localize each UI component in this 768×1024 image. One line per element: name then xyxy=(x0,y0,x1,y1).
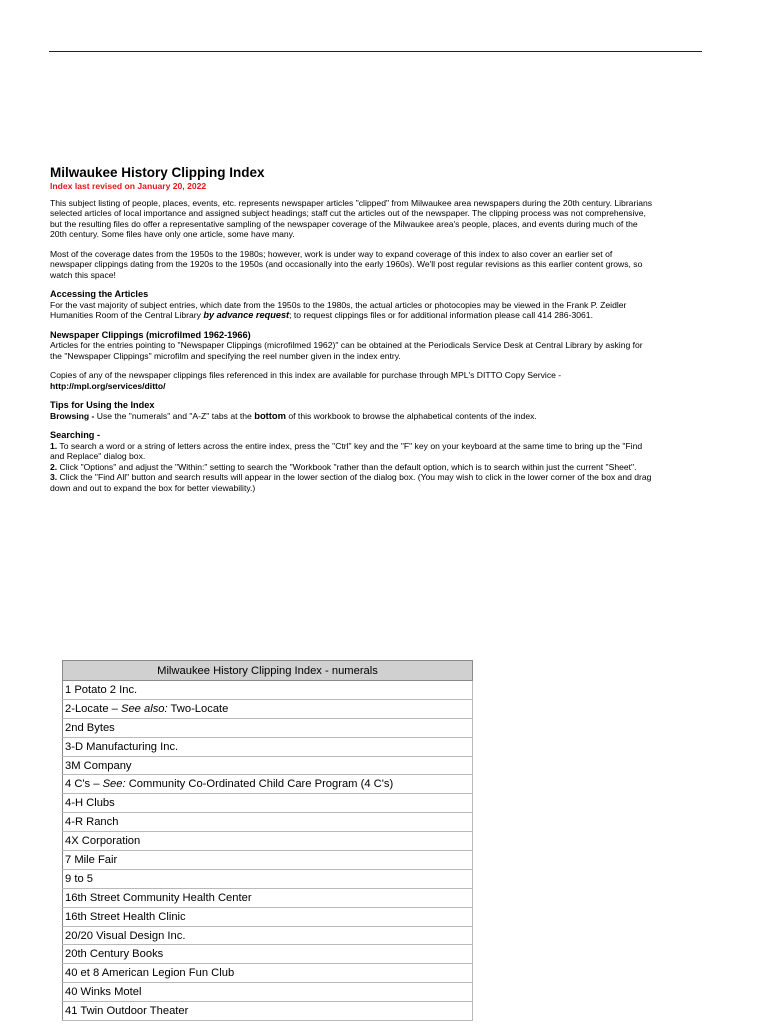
entry-text: 20/20 Visual Design Inc. xyxy=(65,929,186,942)
entry-crossref-label: See also: xyxy=(120,702,168,715)
index-entry-cell[interactable] xyxy=(63,737,473,756)
table-row xyxy=(63,945,473,964)
table-row xyxy=(63,926,473,945)
index-entry-cell[interactable] xyxy=(63,699,473,718)
top-divider xyxy=(49,51,702,52)
searching-steps xyxy=(50,441,655,494)
step-3-number: 3. xyxy=(50,472,58,482)
copies-paragraph xyxy=(50,370,655,391)
index-entry-cell[interactable] xyxy=(63,926,473,945)
page-title: Milwaukee History Clipping Index xyxy=(50,165,265,180)
entry-text: 16th Street Community Health Center xyxy=(65,891,252,904)
browsing-label: Browsing - xyxy=(50,410,95,421)
step-1-text: To search a word or a string of letters across the entire index, press the "Ctrl" key and the "F" key on your keyboard at the same time to bring up the "Find and Replace" dialog box. xyxy=(50,440,643,461)
table-row xyxy=(63,832,473,851)
table-row xyxy=(63,718,473,737)
index-entry-cell[interactable] xyxy=(63,869,473,888)
entry-text: 3-D Manufacturing Inc. xyxy=(65,740,179,753)
browsing-paragraph xyxy=(50,411,655,422)
index-entry-cell[interactable] xyxy=(63,813,473,832)
table-row xyxy=(63,813,473,832)
table-row xyxy=(63,1002,473,1021)
accessing-heading: Accessing the Articles xyxy=(50,289,149,299)
index-entry-cell[interactable] xyxy=(63,1002,473,1021)
entry-crossref-target: Community Co-Ordinated Child Care Program (4 C's) xyxy=(125,778,394,791)
entry-text: 4X Corporation xyxy=(65,835,141,848)
browsing-bottom-word: bottom xyxy=(254,409,286,421)
table-row xyxy=(63,851,473,870)
browsing-text-b: of this workbook to browse the alphabetical contents of the index. xyxy=(285,410,537,421)
entry-text: 20th Century Books xyxy=(65,948,164,961)
browsing-text-a: Use the "numerals" and "A-Z" tabs at the xyxy=(94,410,255,421)
intro-paragraph-1: This subject listing of people, places, events, etc. represents newspaper articles "clipped" from Milwaukee area newspapers during the 20th century. Librarians selected articles of local importance and assigned subject headings; staff cut the articles out of the newspaper. The clipping process was not comprehensive, but the resulting files do offer a representative sampling of the newspaper coverage of the Milwaukee area's people, places, and events during much of the 20th century. Some files have only one article, some have many. xyxy=(50,197,653,239)
entry-text: 40 Winks Motel xyxy=(65,986,142,999)
table-row xyxy=(63,964,473,983)
entry-crossref-label: See: xyxy=(102,778,126,791)
accessing-text-b: ; to request clippings files or for additional information please call 414 286-3061. xyxy=(289,310,593,320)
table-header: Milwaukee History Clipping Index - numerals xyxy=(63,661,473,681)
entry-text: 4-R Ranch xyxy=(65,816,119,829)
index-entry-cell[interactable] xyxy=(63,775,473,794)
entry-text: 16th Street Health Clinic xyxy=(65,910,186,923)
table-row xyxy=(63,737,473,756)
entry-text: 4 C's – xyxy=(65,778,103,791)
step-2-text: Click "Options" and adjust the "Within:" setting to search the "Workbook "rather than the default option, which is to search within just the current "Sheet". xyxy=(57,461,637,472)
microfilm-paragraph: Articles for the entries pointing to "Newspaper Clippings (microfilmed 1962)" can be obtained at the Periodicals Service Desk at Central Library by asking for the "Newspaper Clippings" microfilm and specifying the reel number given in the index entry. xyxy=(50,340,643,361)
index-entry-cell[interactable] xyxy=(63,964,473,983)
table-row xyxy=(63,983,473,1002)
index-entry-cell[interactable] xyxy=(63,945,473,964)
table-header-row xyxy=(63,661,473,681)
tips-heading: Tips for Using the Index xyxy=(50,400,155,410)
index-entry-cell[interactable] xyxy=(63,718,473,737)
ditto-link[interactable]: http://mpl.org/services/ditto/ xyxy=(50,380,166,391)
advance-request-emphasis: by advance request xyxy=(203,310,290,320)
index-entry-cell[interactable] xyxy=(63,851,473,870)
revision-notice: Index last revised on January 20, 2022 xyxy=(50,181,207,191)
table-row xyxy=(63,869,473,888)
table-row xyxy=(63,756,473,775)
step-3-text: Click the "Find All" button and search results will appear in the lower section of the dialog box. (You may wish to click in the lower corner of the box and drag down and out to expand the box for better viewability.) xyxy=(50,472,652,493)
searching-heading: Searching - xyxy=(50,430,101,440)
microfilm-heading: Newspaper Clippings (microfilmed 1962-1966) xyxy=(50,329,251,340)
index-entry-cell[interactable] xyxy=(63,907,473,926)
index-entry-cell[interactable] xyxy=(63,832,473,851)
entry-text: 4-H Clubs xyxy=(65,797,115,810)
table-row xyxy=(63,888,473,907)
table-row xyxy=(63,775,473,794)
entry-crossref-target: Two-Locate xyxy=(167,702,229,715)
document-body xyxy=(50,165,655,532)
table-row xyxy=(63,794,473,813)
step-2-number: 2. xyxy=(50,461,58,472)
step-1-number: 1. xyxy=(50,440,58,451)
table-row xyxy=(63,681,473,700)
index-entry-cell[interactable] xyxy=(63,794,473,813)
table-body xyxy=(63,681,473,1021)
entry-text: 7 Mile Fair xyxy=(65,853,118,866)
entry-text: 3M Company xyxy=(65,759,132,772)
entry-text: 40 et 8 American Legion Fun Club xyxy=(65,967,235,980)
table-row xyxy=(63,699,473,718)
accessing-text-a: For the vast majority of subject entries, which date from the 1950s to the 1980s, the actual articles or photocopies may be viewed in the Frank P. Zeidler Humanities Room of the Central Library xyxy=(50,299,627,320)
numerals-index-table xyxy=(62,660,473,1021)
index-entry-cell[interactable] xyxy=(63,756,473,775)
intro-paragraph-2: Most of the coverage dates from the 1950s to the 1980s; however, work is under way to expand coverage of this index to also cover an earlier set of newspaper clippings dating from the 1920s to the 1950s (and occasionally into the early 1960s). We'll post regular revisions as this earlier content grows, so watch this space! xyxy=(50,248,643,280)
entry-text: 2nd Bytes xyxy=(65,721,115,734)
table-row xyxy=(63,907,473,926)
index-entry-cell[interactable] xyxy=(63,983,473,1002)
entry-text: 1 Potato 2 Inc. xyxy=(65,683,138,696)
copies-text: Copies of any of the newspaper clippings files referenced in this index are available for purchase through MPL's DITTO Copy Service - xyxy=(50,370,562,380)
entry-text: 2-Locate – xyxy=(65,702,121,715)
index-entry-cell[interactable] xyxy=(63,888,473,907)
accessing-paragraph xyxy=(50,300,655,321)
entry-text: 41 Twin Outdoor Theater xyxy=(65,1005,189,1018)
index-entry-cell[interactable] xyxy=(63,681,473,700)
entry-text: 9 to 5 xyxy=(65,872,93,885)
